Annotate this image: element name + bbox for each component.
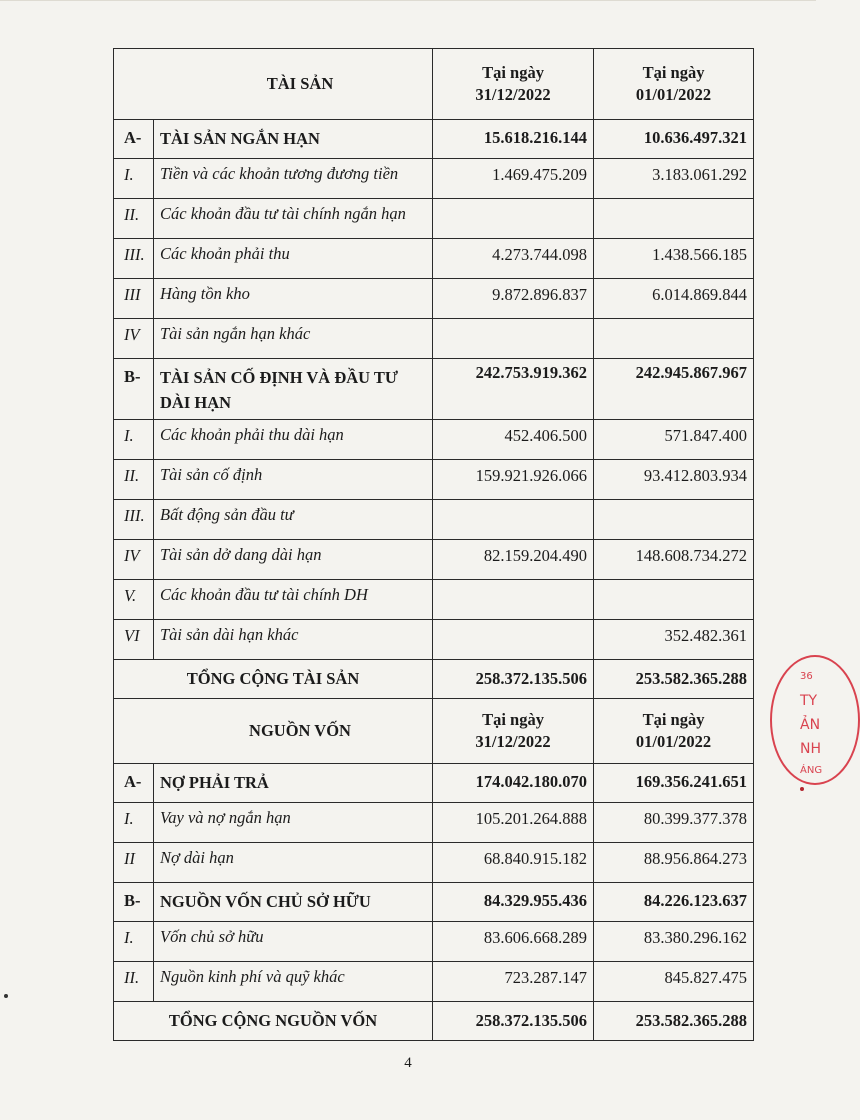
capital-header-date1: Tại ngày 31/12/2022 — [433, 699, 594, 764]
stamp-fragment: ÁNG — [800, 765, 823, 776]
value-2022-12-31: 82.159.204.490 — [433, 540, 594, 580]
row-label: Tài sản ngắn hạn khác — [154, 319, 433, 359]
row-label: Tài sản dài hạn khác — [154, 620, 433, 660]
row-code: A- — [114, 120, 154, 159]
value-2022-12-31: 258.372.135.506 — [433, 660, 594, 699]
value-2022-01-01 — [594, 580, 754, 620]
value-2022-01-01: 148.608.734.272 — [594, 540, 754, 580]
row-label: NỢ PHẢI TRẢ — [154, 764, 433, 803]
value-2022-01-01: 80.399.377.378 — [594, 803, 754, 843]
table-row — [114, 540, 754, 580]
table-row — [114, 883, 754, 922]
table-row — [114, 319, 754, 359]
value-2022-12-31: 242.753.919.362 — [433, 359, 594, 420]
row-label: Tài sản cố định — [154, 460, 433, 500]
red-stamp-seal — [770, 655, 860, 785]
row-label: Nợ dài hạn — [154, 843, 433, 883]
value-2022-12-31: 68.840.915.182 — [433, 843, 594, 883]
value-2022-01-01: 83.380.296.162 — [594, 922, 754, 962]
value-2022-12-31: 452.406.500 — [433, 420, 594, 460]
value-2022-12-31: 1.469.475.209 — [433, 159, 594, 199]
row-label: Tiền và các khoản tương đương tiền — [154, 159, 433, 199]
stamp-fragment: 36 — [800, 671, 813, 682]
stamp-fragment: TY — [800, 693, 818, 709]
row-code: II. — [114, 962, 154, 1002]
value-2022-12-31: 174.042.180.070 — [433, 764, 594, 803]
table-row — [114, 803, 754, 843]
row-label: Các khoản phải thu dài hạn — [154, 420, 433, 460]
table-row — [114, 962, 754, 1002]
total-label: TỔNG CỘNG TÀI SẢN — [114, 660, 433, 699]
table-row — [114, 764, 754, 803]
table-row — [114, 580, 754, 620]
assets-header-row — [114, 49, 754, 120]
row-label: Các khoản đầu tư tài chính DH — [154, 580, 433, 620]
value-2022-12-31: 105.201.264.888 — [433, 803, 594, 843]
table-row — [114, 420, 754, 460]
value-2022-01-01: 571.847.400 — [594, 420, 754, 460]
row-code: II. — [114, 199, 154, 239]
value-2022-12-31 — [433, 199, 594, 239]
table-row — [114, 620, 754, 660]
value-2022-01-01: 10.636.497.321 — [594, 120, 754, 159]
table-row — [114, 460, 754, 500]
assets-header-title: TÀI SẢN — [114, 49, 433, 120]
row-code: V. — [114, 580, 154, 620]
row-code: III. — [114, 500, 154, 540]
value-2022-01-01: 88.956.864.273 — [594, 843, 754, 883]
value-2022-12-31: 83.606.668.289 — [433, 922, 594, 962]
row-code: VI — [114, 620, 154, 660]
value-2022-12-31: 159.921.926.066 — [433, 460, 594, 500]
table-row — [114, 279, 754, 319]
row-label: Các khoản đầu tư tài chính ngắn hạn — [154, 199, 433, 239]
row-code: A- — [114, 764, 154, 803]
row-label: Nguồn kinh phí và quỹ khác — [154, 962, 433, 1002]
value-2022-01-01: 242.945.867.967 — [594, 359, 754, 420]
row-code: III. — [114, 239, 154, 279]
value-2022-01-01: 6.014.869.844 — [594, 279, 754, 319]
row-label: Hàng tồn kho — [154, 279, 433, 319]
value-2022-12-31: 15.618.216.144 — [433, 120, 594, 159]
table-row — [114, 159, 754, 199]
row-code: B- — [114, 359, 154, 420]
table-row — [114, 500, 754, 540]
table-row — [114, 199, 754, 239]
row-label: Tài sản dở dang dài hạn — [154, 540, 433, 580]
value-2022-01-01: 253.582.365.288 — [594, 1002, 754, 1041]
value-2022-12-31: 723.287.147 — [433, 962, 594, 1002]
ink-speck — [4, 994, 8, 998]
table-row — [114, 660, 754, 699]
value-2022-01-01: 845.827.475 — [594, 962, 754, 1002]
row-label: TÀI SẢN CỐ ĐỊNH VÀ ĐẦU TƯ DÀI HẠN — [154, 359, 433, 420]
stamp-fragment: NH — [800, 741, 821, 757]
row-label: Các khoản phải thu — [154, 239, 433, 279]
row-label: Vay và nợ ngắn hạn — [154, 803, 433, 843]
table-row — [114, 359, 754, 420]
row-code: II — [114, 843, 154, 883]
row-code: IV — [114, 540, 154, 580]
page-number: 4 — [404, 1055, 412, 1071]
value-2022-01-01: 253.582.365.288 — [594, 660, 754, 699]
value-2022-01-01 — [594, 500, 754, 540]
value-2022-01-01: 1.438.566.185 — [594, 239, 754, 279]
assets-header-date1: Tại ngày 31/12/2022 — [433, 49, 594, 120]
table-row — [114, 120, 754, 159]
value-2022-01-01 — [594, 199, 754, 239]
value-2022-12-31 — [433, 580, 594, 620]
value-2022-12-31 — [433, 319, 594, 359]
row-code: II. — [114, 460, 154, 500]
value-2022-12-31: 258.372.135.506 — [433, 1002, 594, 1041]
table-row — [114, 843, 754, 883]
ink-speck — [800, 787, 804, 791]
row-code: B- — [114, 883, 154, 922]
value-2022-01-01: 93.412.803.934 — [594, 460, 754, 500]
row-label: TÀI SẢN NGẮN HẠN — [154, 120, 433, 159]
row-code: IV — [114, 319, 154, 359]
row-code: I. — [114, 803, 154, 843]
row-label: Vốn chủ sở hữu — [154, 922, 433, 962]
table-row — [114, 1002, 754, 1041]
balance-sheet-table — [113, 48, 754, 1041]
row-label: Bất động sản đầu tư — [154, 500, 433, 540]
capital-header-date2: Tại ngày 01/01/2022 — [594, 699, 754, 764]
value-2022-01-01: 352.482.361 — [594, 620, 754, 660]
value-2022-01-01: 3.183.061.292 — [594, 159, 754, 199]
value-2022-01-01: 84.226.123.637 — [594, 883, 754, 922]
value-2022-12-31: 4.273.744.098 — [433, 239, 594, 279]
value-2022-01-01 — [594, 319, 754, 359]
value-2022-01-01: 169.356.241.651 — [594, 764, 754, 803]
value-2022-12-31: 84.329.955.436 — [433, 883, 594, 922]
assets-header-date2: Tại ngày 01/01/2022 — [594, 49, 754, 120]
row-label: NGUỒN VỐN CHỦ SỞ HỮU — [154, 883, 433, 922]
capital-header-title: NGUỒN VỐN — [114, 699, 433, 764]
stamp-fragment: ẢN — [800, 717, 821, 733]
row-code: I. — [114, 159, 154, 199]
value-2022-12-31 — [433, 620, 594, 660]
row-code: III — [114, 279, 154, 319]
row-code: I. — [114, 420, 154, 460]
row-code: I. — [114, 922, 154, 962]
table-row — [114, 239, 754, 279]
value-2022-12-31: 9.872.896.837 — [433, 279, 594, 319]
total-label: TỔNG CỘNG NGUỒN VỐN — [114, 1002, 433, 1041]
value-2022-12-31 — [433, 500, 594, 540]
capital-header-row — [114, 699, 754, 764]
table-row — [114, 922, 754, 962]
